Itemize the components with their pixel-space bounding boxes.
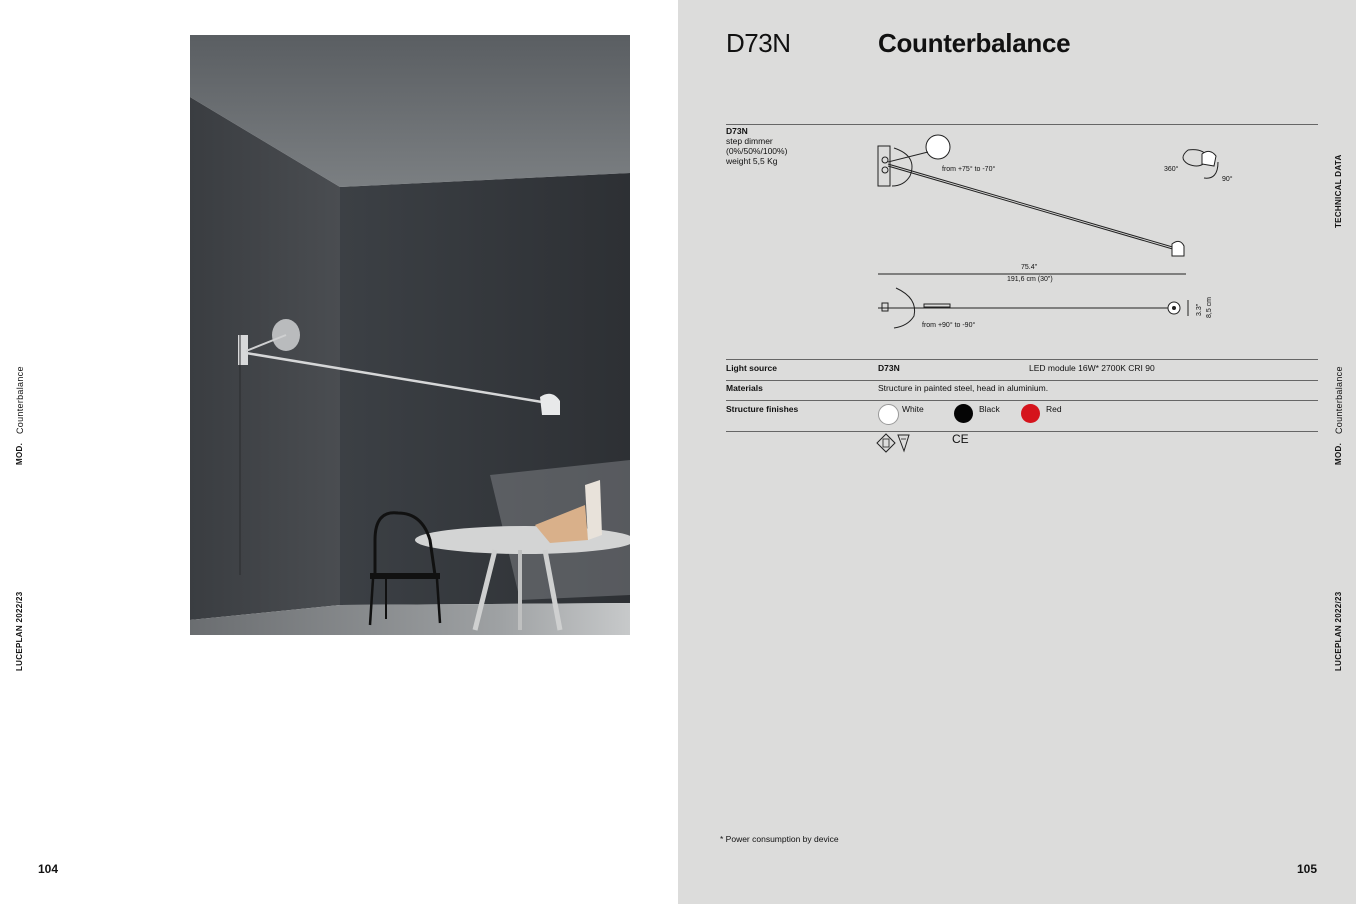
materials-value: Structure in painted steel, head in aluminium. <box>878 383 1049 393</box>
materials-label: Materials <box>726 383 763 393</box>
label-tilt-range: from +75° to -70° <box>942 166 996 173</box>
product-title: Counterbalance <box>878 28 1071 58</box>
spec-line-1: step dimmer <box>726 136 773 146</box>
spec-line-3: weight 5,5 Kg <box>726 156 778 166</box>
swatch-black <box>954 404 973 423</box>
technical-drawing <box>876 128 1256 338</box>
label-depth-in: 3.3" <box>1196 303 1203 316</box>
product-code: D73N <box>726 28 791 58</box>
product-photo <box>190 35 630 635</box>
ce-mark: CE <box>952 432 969 446</box>
right-side-label-mod: MOD. <box>1334 442 1343 465</box>
label-depth-cm: 8,5 cm <box>1206 296 1213 318</box>
spec-line-2: (0%/50%/100%) <box>726 146 788 156</box>
label-length-cm: 191,6 cm (30") <box>1007 276 1053 283</box>
label-length-in: 75.4" <box>1021 264 1038 271</box>
right-side-label-section: TECHNICAL DATA <box>1334 154 1343 228</box>
divider-row-1 <box>726 359 1318 360</box>
label-head-angle: 90° <box>1222 176 1233 183</box>
swatch-red <box>1021 404 1040 423</box>
right-page-number: 105 <box>1297 862 1318 876</box>
certification-icons <box>876 432 916 454</box>
divider-top <box>726 124 1318 125</box>
finishes-label: Structure finishes <box>726 404 799 414</box>
label-swing-range: from +90° to -90° <box>922 322 976 329</box>
swatch-label-red: Red <box>1046 404 1062 414</box>
swatch-label-black: Black <box>979 404 1000 414</box>
divider-row-3 <box>726 400 1318 401</box>
left-page-number: 104 <box>38 862 59 876</box>
left-side-label-name: Counterbalance <box>15 366 25 434</box>
spec-block <box>726 126 787 166</box>
swatch-label-white: White <box>902 404 924 414</box>
divider-row-4 <box>726 431 1318 432</box>
right-side-label-name: Counterbalance <box>1334 366 1344 434</box>
right-page <box>678 0 1356 904</box>
footnote: * Power consumption by device <box>720 834 839 844</box>
right-side-label-catalog: LUCEPLAN 2022/23 <box>1334 591 1343 671</box>
light-source-value: LED module 16W* 2700K CRI 90 <box>1029 363 1155 373</box>
spec-code: D73N <box>726 126 748 136</box>
swatch-white <box>878 404 899 425</box>
divider-row-2 <box>726 380 1318 381</box>
left-side-label-catalog: LUCEPLAN 2022/23 <box>15 591 24 671</box>
left-side-label-mod: MOD. <box>15 442 24 465</box>
light-source-code: D73N <box>878 363 900 373</box>
light-source-label: Light source <box>726 363 778 373</box>
label-rotation: 360° <box>1164 166 1179 173</box>
